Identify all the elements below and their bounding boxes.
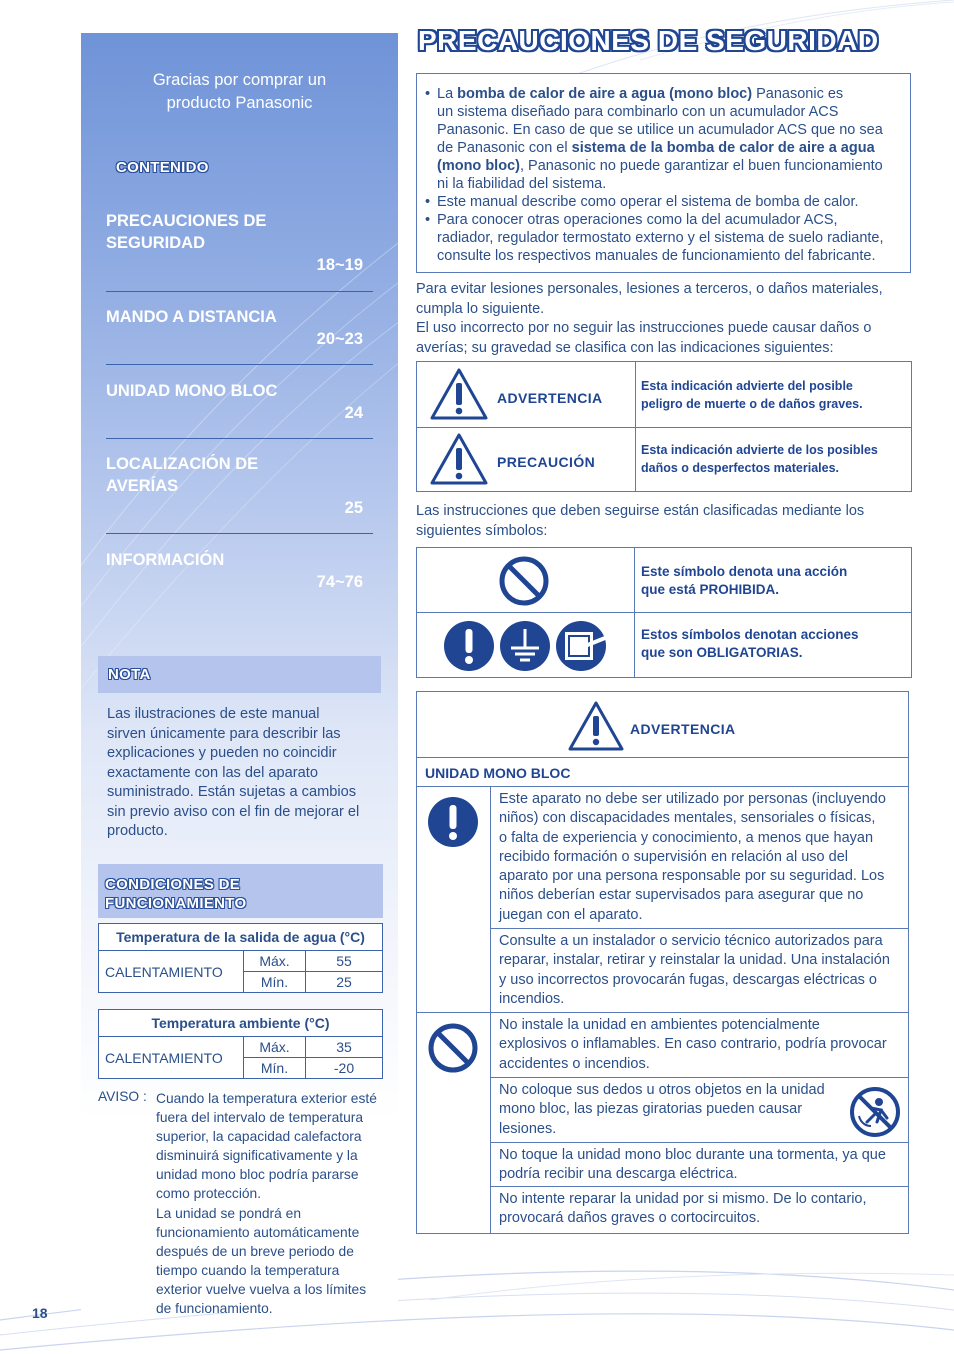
intro-paragraph bbox=[416, 280, 910, 358]
signal-desc bbox=[641, 377, 906, 413]
thanks-text bbox=[81, 69, 398, 115]
note-line: producto. bbox=[107, 823, 168, 839]
table-header: Temperatura ambiente (°C) bbox=[99, 1010, 383, 1037]
column-divider bbox=[634, 548, 635, 677]
toc-divider bbox=[106, 291, 373, 292]
toc-page: 18~19 bbox=[316, 256, 363, 274]
note-header bbox=[98, 656, 381, 693]
note-title: NOTA bbox=[108, 666, 151, 683]
text-line: Panasonic. En caso de que se utilice un acumulador ACS que no sea bbox=[437, 122, 883, 138]
text-line: aparato por una persona responsable por su seguridad. Los bbox=[499, 868, 885, 885]
text-line: averías; su gravedad se clasifica con las indicaciones siguientes: bbox=[416, 339, 834, 356]
row-divider bbox=[490, 1077, 908, 1078]
text-line: No instale la unidad en ambientes potencialmente bbox=[499, 1017, 820, 1033]
toc-divider bbox=[106, 533, 373, 534]
warning-row-text bbox=[499, 1016, 904, 1074]
text-line: Estos símbolos denotan acciones bbox=[641, 627, 859, 642]
ambient-temperature-table bbox=[98, 1009, 383, 1079]
text-line: ni la fiabilidad del sistema. bbox=[437, 176, 607, 192]
column-divider bbox=[490, 786, 491, 1233]
note-line: sirven únicamente para describir las bbox=[107, 725, 341, 742]
text-line: Esta indicación advierte del posible bbox=[641, 379, 853, 393]
text-line: consulte los respectivos manuales de funcionamiento del fabricante. bbox=[437, 248, 876, 264]
text-line: Este aparato no debe ser utilizado por personas (incluyendo bbox=[499, 791, 886, 807]
text-line: Para evitar lesiones personales, lesiones a terceros, o daños materiales, bbox=[416, 281, 883, 297]
text-line: podría recibir una descarga eléctrica. bbox=[499, 1166, 738, 1183]
warning-row-text bbox=[499, 932, 904, 1009]
toc-label: INFORMACIÓN bbox=[106, 551, 225, 569]
row-divider bbox=[417, 1012, 908, 1013]
ground-connection-icon bbox=[499, 620, 551, 672]
toc-divider bbox=[106, 364, 373, 365]
warning-row-text bbox=[499, 1190, 904, 1229]
toc-label: AVERÍAS bbox=[106, 477, 179, 495]
conditions-header bbox=[98, 864, 383, 918]
page-title: PRECAUCIONES DE SEGURIDAD bbox=[418, 25, 879, 56]
toc-item-information[interactable] bbox=[106, 549, 372, 593]
bullet-dot: • bbox=[425, 86, 431, 102]
toc-item-remote[interactable] bbox=[106, 306, 372, 350]
mandatory-exclamation-icon bbox=[427, 796, 479, 848]
warning-row-text bbox=[499, 790, 904, 925]
aviso-line: como protección. bbox=[156, 1186, 262, 1202]
text-line: siguientes símbolos: bbox=[416, 522, 548, 539]
text-run: de Panasonic con el bbox=[437, 140, 572, 156]
text-run: , Panasonic no puede garantizar el buen funcionamiento bbox=[519, 158, 883, 174]
column-divider bbox=[635, 362, 636, 491]
conditions-title-line: FUNCIONAMIENTO bbox=[105, 895, 247, 912]
aviso-line: unidad mono bloc podría pararse bbox=[156, 1167, 359, 1183]
text-line: niños) con discapacidades mentales, sensoriales o físicas, bbox=[499, 810, 876, 827]
note-text bbox=[107, 705, 387, 842]
toc-page: 74~76 bbox=[316, 573, 363, 591]
aviso-line: de funcionamiento. bbox=[156, 1301, 273, 1317]
note-line: sin previo aviso con el fin de mejorar el bbox=[107, 803, 360, 820]
aviso-line: La unidad se pondrá en bbox=[156, 1205, 301, 1221]
table-header: Temperatura de la salida de agua (°C) bbox=[99, 924, 383, 951]
row-divider bbox=[417, 427, 911, 428]
note-line: Las ilustraciones de este manual bbox=[107, 706, 320, 722]
warning-triangle-icon bbox=[567, 700, 625, 752]
toc-page: 20~23 bbox=[316, 330, 363, 348]
row-divider bbox=[490, 1186, 908, 1187]
note-line: explicaciones y pueden no coincidir bbox=[107, 745, 337, 761]
toc-page: 25 bbox=[344, 499, 363, 517]
text-line: juegan con el aparato. bbox=[499, 906, 643, 923]
prohibited-icon bbox=[498, 555, 550, 607]
text-line: que son OBLIGATORIAS. bbox=[641, 645, 803, 660]
text-line: reparar, instalar, retirar y reinstalar la unidad. Una instalación bbox=[499, 952, 890, 969]
note-line: suministrado. Están sujetas a cambios bbox=[107, 784, 357, 800]
text-run: sistema de la bomba de calor de aire a agua bbox=[571, 140, 875, 156]
warning-row-text bbox=[499, 1146, 904, 1185]
mode-cell: CALENTAMIENTO bbox=[99, 1037, 244, 1079]
symbols-paragraph bbox=[416, 502, 910, 541]
text-line: o falta de experiencia y conocimiento, a menos que hayan bbox=[499, 829, 874, 846]
bullet-item bbox=[425, 85, 907, 193]
unplug-icon bbox=[555, 620, 607, 672]
warning-triangle-icon bbox=[429, 367, 489, 421]
text-line: Las instrucciones que deben seguirse están clasificadas mediante los bbox=[416, 503, 865, 519]
toc-item-troubleshooting[interactable] bbox=[106, 453, 372, 519]
mandatory-exclamation-icon bbox=[443, 620, 495, 672]
max-value: 55 bbox=[306, 951, 383, 972]
text-line: Para conocer otras operaciones como la del acumulador ACS, bbox=[437, 212, 838, 228]
text-line: No toque la unidad mono bloc durante una tormenta, ya que bbox=[499, 1147, 886, 1163]
aviso-line: disminuirá significativamente y la bbox=[156, 1148, 358, 1164]
aviso-label: AVISO : bbox=[98, 1089, 147, 1104]
text-line: un sistema diseñado para combinarlo con un acumulador ACS bbox=[437, 104, 839, 120]
signal-desc bbox=[641, 441, 906, 477]
text-line: cumpla lo siguiente. bbox=[416, 300, 545, 317]
intro-bullets bbox=[425, 85, 907, 265]
toc-label: LOCALIZACIÓN DE bbox=[106, 455, 259, 473]
contents-heading: CONTENIDO bbox=[116, 159, 209, 176]
signal-label-caution: PRECAUCIÓN bbox=[497, 454, 596, 470]
bullet-dot: • bbox=[425, 212, 431, 228]
row-divider bbox=[417, 757, 908, 758]
toc-label: MANDO A DISTANCIA bbox=[106, 308, 277, 326]
toc-item-safety[interactable] bbox=[106, 210, 372, 276]
aviso-line: exterior vuelve vuelva a los límites bbox=[156, 1281, 367, 1297]
min-value: 25 bbox=[306, 972, 383, 993]
max-label: Máx. bbox=[244, 1037, 306, 1058]
text-line: recibido formación o supervisión en relación al uso del bbox=[499, 848, 848, 865]
row-divider bbox=[490, 1142, 908, 1143]
water-temperature-table bbox=[98, 923, 383, 993]
note-line: exactamente con las del aparato bbox=[107, 764, 318, 781]
bullet-item bbox=[425, 193, 907, 211]
aviso-text bbox=[156, 1089, 392, 1318]
no-fingers-fan-icon bbox=[849, 1086, 901, 1138]
mode-cell: CALENTAMIENTO bbox=[99, 951, 244, 993]
warning-row-text bbox=[499, 1081, 839, 1139]
bullet-item bbox=[425, 211, 907, 265]
text-line: daños o desperfectos materiales. bbox=[641, 461, 839, 475]
text-line: Este símbolo denota una acción bbox=[641, 564, 848, 579]
aviso-line: fuera del intervalo de temperatura bbox=[156, 1110, 364, 1126]
warning-table bbox=[416, 691, 909, 1234]
text-line: niños deberían estar supervisados para asegurar que no bbox=[499, 887, 864, 904]
thanks-line: Gracias por comprar un bbox=[152, 71, 327, 89]
min-label: Mín. bbox=[244, 972, 306, 993]
symbol-desc bbox=[641, 563, 906, 599]
conditions-title bbox=[105, 875, 246, 913]
max-label: Máx. bbox=[244, 951, 306, 972]
text-line: mono bloc, las piezas giratorias pueden causar bbox=[499, 1101, 803, 1118]
text-run: Panasonic es bbox=[752, 86, 844, 102]
max-value: 35 bbox=[306, 1037, 383, 1058]
toc-label: UNIDAD MONO BLOC bbox=[106, 382, 278, 400]
row-divider bbox=[490, 928, 908, 929]
warning-table-header: ADVERTENCIA bbox=[630, 721, 736, 737]
bullet-dot: • bbox=[425, 194, 431, 210]
text-line: y uso incorrectos provocarán fugas, descargas eléctricas o bbox=[499, 971, 877, 988]
text-line: Esta indicación advierte de los posibles bbox=[641, 443, 878, 457]
text-run: La bbox=[437, 86, 458, 102]
toc-divider bbox=[106, 438, 373, 439]
text-line: Este manual describe como operar el sistema de bomba de calor. bbox=[437, 194, 859, 210]
text-line: provocará daños graves o cortocircuitos. bbox=[499, 1210, 761, 1227]
text-line: accidentes o incendios. bbox=[499, 1055, 650, 1072]
aviso-line: Cuando la temperatura exterior esté bbox=[156, 1091, 377, 1106]
signal-words-table bbox=[416, 361, 912, 492]
text-line: No intente reparar la unidad por si mismo. De lo contario, bbox=[499, 1191, 867, 1207]
text-line: explosivos o inflamables. En caso contrario, podría provocar bbox=[499, 1036, 887, 1053]
text-run: (mono bloc) bbox=[437, 158, 520, 174]
section-label: UNIDAD MONO BLOC bbox=[425, 765, 571, 781]
text-line: incendios. bbox=[499, 990, 565, 1007]
toc-label: PRECAUCIONES DE bbox=[106, 212, 267, 230]
prohibited-icon bbox=[427, 1022, 479, 1074]
text-line: El uso incorrecto por no seguir las instrucciones puede causar daños o bbox=[416, 320, 872, 336]
symbol-desc bbox=[641, 626, 906, 662]
aviso-line: funcionamiento automáticamente bbox=[156, 1224, 360, 1240]
text-line: peligro de muerte o de daños graves. bbox=[641, 397, 863, 411]
intro-box bbox=[416, 73, 911, 273]
toc-item-monobloc[interactable] bbox=[106, 380, 372, 424]
signal-label-warning: ADVERTENCIA bbox=[497, 390, 603, 406]
text-line: Consulte a un instalador o servicio técnico autorizados para bbox=[499, 933, 883, 949]
text-line: lesiones. bbox=[499, 1120, 557, 1137]
text-line: que está PROHIBIDA. bbox=[641, 582, 780, 597]
min-value: -20 bbox=[306, 1058, 383, 1079]
toc-page: 24 bbox=[344, 404, 363, 422]
text-run: bomba de calor de aire a agua (mono bloc) bbox=[457, 86, 753, 102]
min-label: Mín. bbox=[244, 1058, 306, 1079]
row-divider bbox=[417, 612, 911, 613]
text-line: radiador, regulador termostato externo y el sistema de suelo radiante, bbox=[437, 230, 884, 246]
caution-triangle-icon bbox=[429, 432, 489, 486]
text-line: No coloque sus dedos u otros objetos en la unidad bbox=[499, 1082, 825, 1098]
thanks-line: producto Panasonic bbox=[166, 94, 313, 112]
toc-label: SEGURIDAD bbox=[106, 234, 206, 252]
aviso-line: superior, la capacidad calefactora bbox=[156, 1129, 362, 1145]
aviso-line: tiempo cuando la temperatura bbox=[156, 1262, 340, 1278]
aviso-line: después de un breve periodo de bbox=[156, 1243, 354, 1259]
conditions-title-line: CONDICIONES DE bbox=[105, 876, 241, 893]
symbols-table bbox=[416, 547, 912, 678]
page-number: 18 bbox=[32, 1305, 48, 1321]
